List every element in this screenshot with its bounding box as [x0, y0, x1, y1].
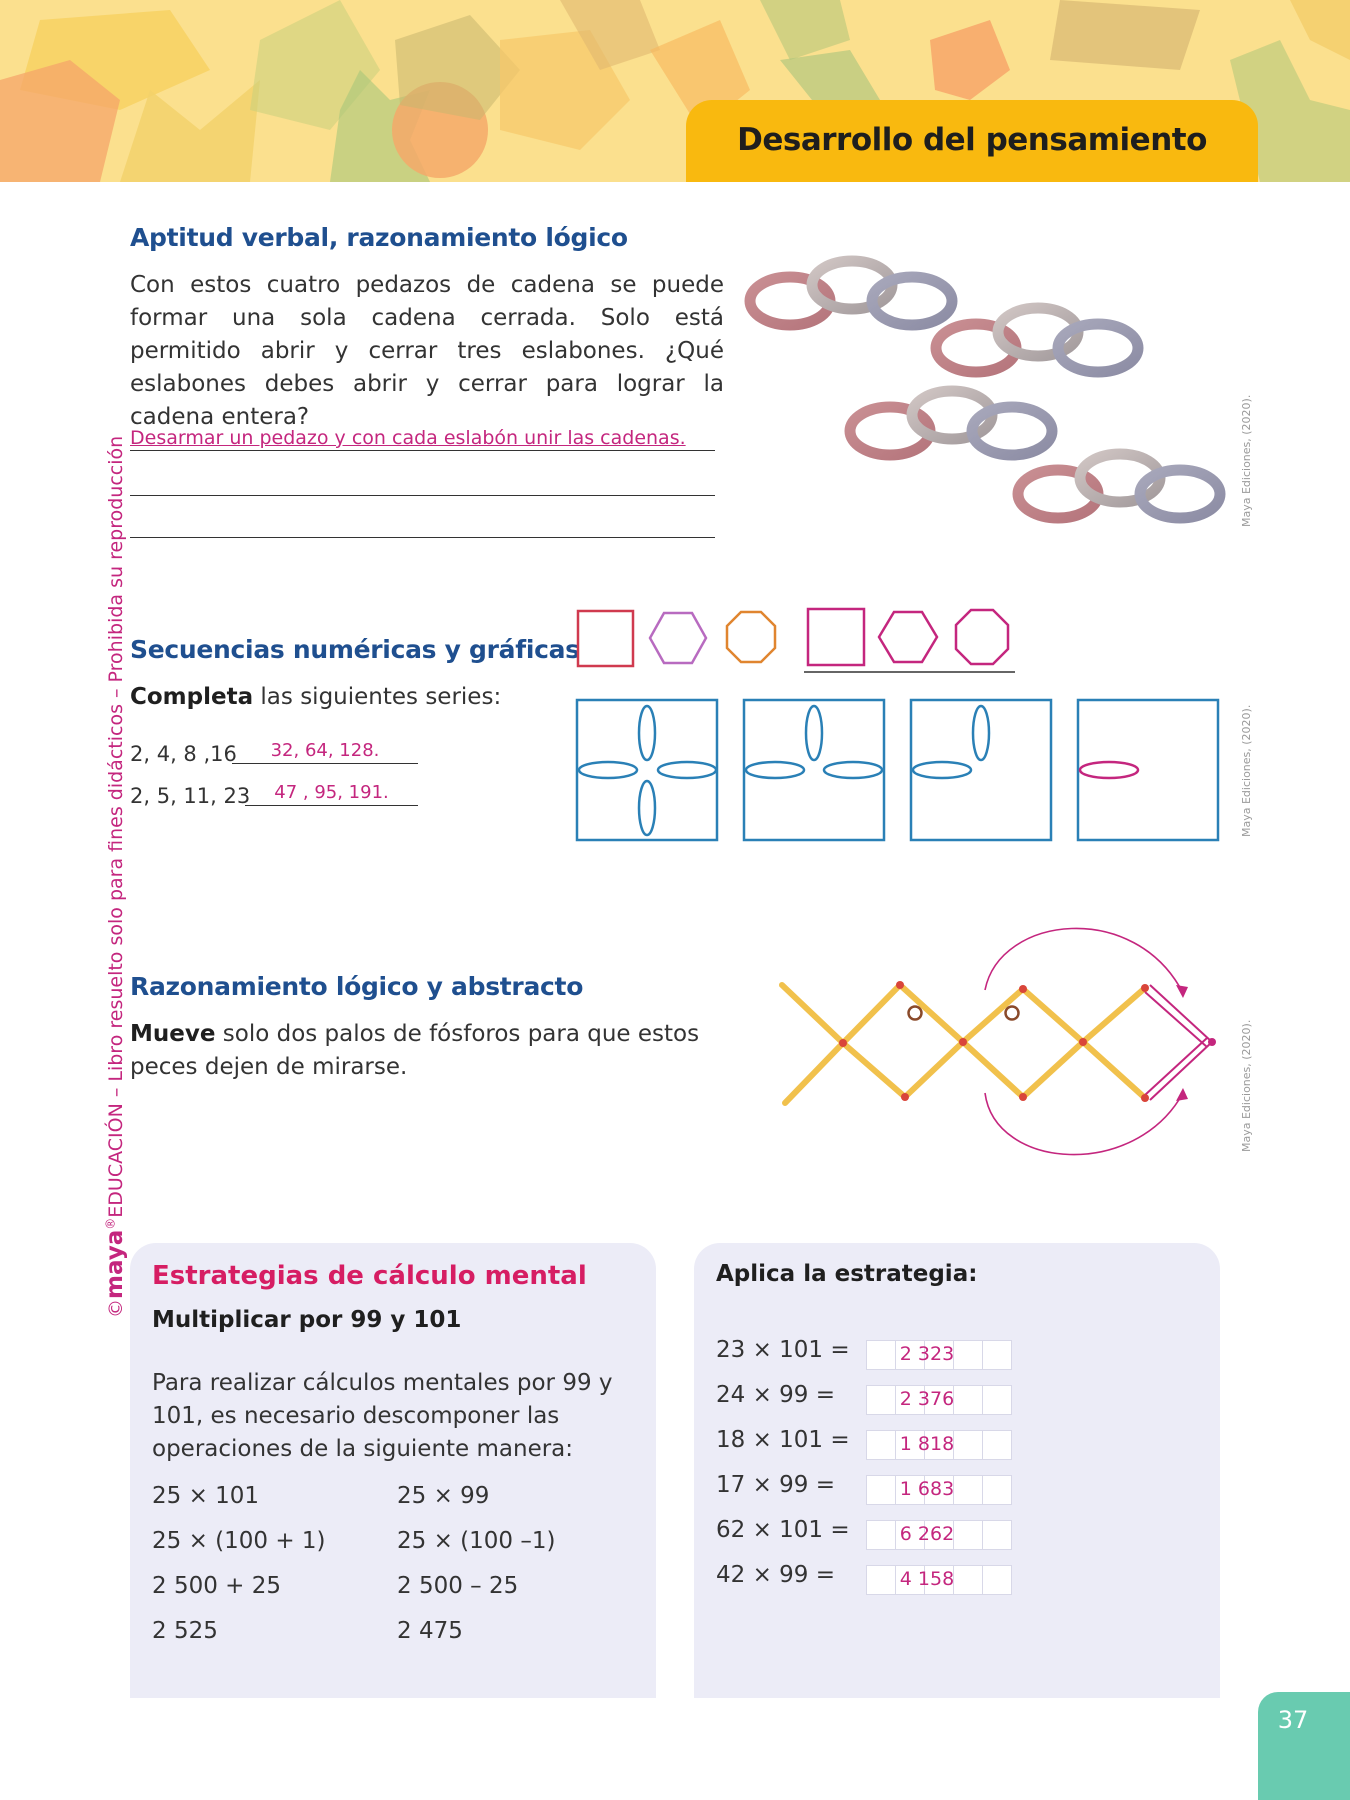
- apply-answer: 1 683: [899, 1478, 955, 1500]
- apply-expression: 18 × 101 =: [716, 1427, 850, 1453]
- strategy-subtitle: Multiplicar por 99 y 101: [152, 1307, 462, 1333]
- section-title-tab: [686, 100, 1258, 182]
- fish-eye-2: [1006, 1007, 1019, 1020]
- copyright-notice: [102, 435, 128, 1318]
- series-answer-1: 32, 64, 128.: [270, 740, 380, 761]
- instruction-rest: solo dos palos de fósforos para que estos peces dejen de mirarse.: [130, 1021, 700, 1080]
- image-credit-chains: Maya Ediciones, (2020).: [1240, 394, 1253, 527]
- apply-row-2: [716, 1382, 1216, 1414]
- calc-a-3: 2 500 + 25: [152, 1573, 282, 1599]
- image-credit-shapes: Maya Ediciones, (2020).: [1240, 704, 1253, 837]
- chain-piece-3: [850, 391, 1052, 455]
- verbal-answer: Desarmar un pedazo y con cada eslabón unir las cadenas.: [130, 427, 686, 449]
- strategy-title: Estrategias de cálculo mental: [152, 1261, 587, 1291]
- match-heads: [839, 981, 1216, 1102]
- apply-expression: 17 × 99 =: [716, 1472, 836, 1498]
- apply-row-1: [716, 1337, 1216, 1369]
- answer-line-3[interactable]: [130, 510, 715, 538]
- pattern-square-2: [744, 700, 884, 840]
- moved-matchsticks: [1145, 985, 1212, 1100]
- calc-a-2: 25 × (100 + 1): [152, 1528, 326, 1554]
- apply-expression: 24 × 99 =: [716, 1382, 836, 1408]
- apply-answer: 4 158: [899, 1568, 955, 1590]
- pattern-square-3: [911, 700, 1051, 840]
- chain-piece-2: [936, 308, 1138, 372]
- registered-mark: ®: [103, 1217, 118, 1230]
- heading-sequences: Secuencias numéricas y gráficas: [130, 635, 580, 664]
- abstract-instruction: [130, 1018, 740, 1084]
- series-answer-field-2[interactable]: [245, 780, 418, 806]
- matchstick-fish-puzzle: [775, 905, 1235, 1175]
- apply-expression: 42 × 99 =: [716, 1562, 836, 1588]
- apply-expression: 23 × 101 =: [716, 1337, 850, 1363]
- chain-piece-1: [750, 261, 952, 325]
- instruction-bold: Mueve: [130, 1021, 216, 1047]
- chains-illustration: [740, 245, 1240, 535]
- apply-box: [694, 1243, 1220, 1698]
- heading-abstract: Razonamiento lógico y abstracto: [130, 972, 584, 1001]
- pattern-square-4-answer: [1078, 700, 1218, 840]
- answer-octagon-shape: [956, 610, 1008, 664]
- fish-eye-1: [909, 1007, 922, 1020]
- calc-b-4: 2 475: [397, 1618, 463, 1644]
- series-row-1: [130, 742, 237, 766]
- apply-answer: 1 818: [899, 1433, 955, 1455]
- arrow-bottom: [985, 1093, 1183, 1155]
- chain-piece-4: [1018, 454, 1220, 518]
- notice-text: EDUCACIÓN – Libro resuelto solo para fines didácticos – Prohibida su reproducción: [105, 435, 127, 1218]
- series-row-2: [130, 784, 250, 808]
- apply-answer: 2 376: [899, 1388, 955, 1410]
- apply-row-4: [716, 1472, 1216, 1504]
- strategy-box: [130, 1243, 656, 1698]
- calc-b-3: 2 500 – 25: [397, 1573, 519, 1599]
- page-title: Desarrollo del pensamiento: [737, 122, 1207, 158]
- apply-answer: 6 262: [899, 1523, 955, 1545]
- instruction-bold: Completa: [130, 684, 254, 710]
- series-answer-2: 47 , 95, 191.: [274, 782, 389, 803]
- page-number-tab: [1258, 1692, 1350, 1800]
- arrow-top: [985, 928, 1183, 993]
- strategy-text: Para realizar cálculos mentales por 99 y 101, es necesario descomponer las operaciones de la siguiente manera:: [152, 1370, 613, 1462]
- square-shape: [578, 611, 633, 666]
- apply-row-5: [716, 1517, 1216, 1549]
- octagon-shape: [727, 612, 775, 662]
- series-1: 2, 4, 8 ,16: [130, 742, 237, 766]
- copyright-symbol: ©: [105, 1299, 127, 1318]
- series-2: 2, 5, 11, 23: [130, 784, 251, 808]
- page-number: 37: [1277, 1706, 1309, 1734]
- apply-row-6: [716, 1562, 1216, 1594]
- apply-row-3: [716, 1427, 1216, 1459]
- image-credit-matches: Maya Ediciones, (2020).: [1240, 1019, 1253, 1152]
- answer-square-shape: [808, 609, 864, 665]
- calc-b-2: 25 × (100 –1): [397, 1528, 556, 1554]
- polygon-sequence: [570, 600, 1020, 678]
- pattern-square-1: [577, 700, 717, 840]
- hexagon-shape: [650, 613, 706, 663]
- calc-b-1: 25 × 99: [397, 1483, 490, 1509]
- ellipse-square-sequence: [575, 698, 1225, 844]
- series-answer-field-1[interactable]: [232, 738, 418, 764]
- calc-a-1: 25 × 101: [152, 1483, 260, 1509]
- apply-expression: 62 × 101 =: [716, 1517, 850, 1543]
- heading-verbal: Aptitud verbal, razonamiento lógico: [130, 223, 628, 252]
- header-banner: [0, 0, 1350, 182]
- apply-answer: 2 323: [899, 1343, 955, 1365]
- brand-name: maya: [102, 1229, 128, 1299]
- verbal-problem-text: Con estos cuatro pedazos de cadena se puede formar una sola cadena cerrada. Solo está permitido abrir y cerrar tres eslabones. ¿Qué eslabones debes abrir y cerrar para lograr la cadena entera?: [130, 272, 724, 430]
- sequences-instruction: [130, 681, 501, 714]
- instruction-rest: las siguientes series:: [253, 684, 502, 710]
- calc-a-4: 2 525: [152, 1618, 218, 1644]
- apply-title: Aplica la estrategia:: [716, 1261, 978, 1287]
- answer-line-2[interactable]: [130, 468, 715, 496]
- answer-hexagon-shape: [879, 612, 937, 662]
